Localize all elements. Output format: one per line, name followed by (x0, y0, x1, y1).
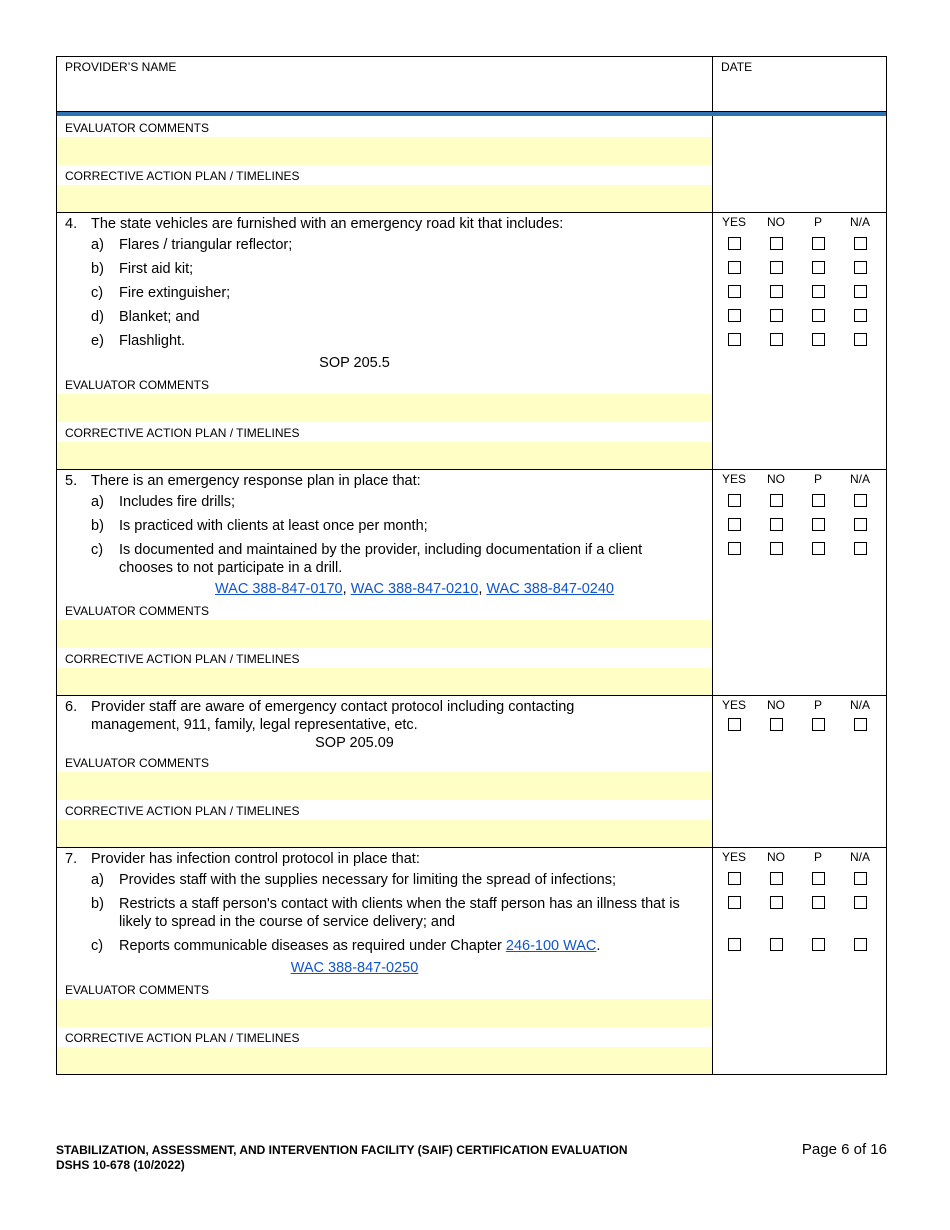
no-checkbox[interactable] (770, 718, 783, 731)
yes-checkbox[interactable] (728, 542, 741, 555)
na-checkbox[interactable] (854, 542, 867, 555)
answer-columns: YES NO P N/A (721, 698, 870, 712)
answer-row (713, 488, 886, 512)
list-item: d) Blanket; and (91, 309, 200, 325)
answer-row (713, 327, 886, 351)
na-checkbox[interactable] (854, 309, 867, 322)
section-q5 (56, 470, 887, 696)
chapter-link[interactable]: 246-100 WAC (505, 938, 597, 954)
yes-checkbox[interactable] (728, 309, 741, 322)
question-number: 6. (65, 699, 78, 715)
page-footer (56, 1143, 887, 1172)
corrective-action-label: CORRECTIVE ACTION PLAN / TIMELINES (65, 426, 300, 440)
yes-checkbox[interactable] (728, 237, 741, 250)
evaluator-comments-label: EVALUATOR COMMENTS (65, 121, 210, 135)
yes-checkbox[interactable] (728, 872, 741, 885)
answer-row (713, 866, 886, 890)
corrective-action-label: CORRECTIVE ACTION PLAN / TIMELINES (65, 652, 300, 666)
question-text: Provider has infection control protocol in place that: (91, 851, 420, 867)
na-checkbox[interactable] (854, 261, 867, 274)
partial-checkbox[interactable] (812, 542, 825, 555)
na-checkbox[interactable] (854, 237, 867, 250)
list-item: c) Reports communicable diseases as required under Chapter 246-100 WAC. (91, 938, 601, 954)
date-field[interactable] (713, 57, 886, 111)
provider-header (56, 56, 887, 112)
yes-checkbox[interactable] (728, 261, 741, 274)
answer-row (713, 303, 886, 327)
answer-row (713, 255, 886, 279)
no-checkbox[interactable] (770, 309, 783, 322)
corrective-action-field[interactable] (57, 185, 712, 212)
no-checkbox[interactable] (770, 333, 783, 346)
section-q6 (56, 696, 887, 848)
provider-name-label: PROVIDER’S NAME (65, 60, 177, 74)
evaluator-comments-field[interactable] (57, 394, 712, 422)
answer-columns: YES NO P N/A (721, 472, 870, 486)
evaluator-comments-field[interactable] (57, 999, 712, 1027)
section-q7 (56, 848, 887, 1075)
list-item: a) Provides staff with the supplies necessary for limiting the spread of infections; (91, 872, 617, 888)
na-checkbox[interactable] (854, 896, 867, 909)
question-text: The state vehicles are furnished with an emergency road kit that includes: (91, 216, 564, 232)
no-checkbox[interactable] (770, 938, 783, 951)
partial-checkbox[interactable] (812, 872, 825, 885)
na-checkbox[interactable] (854, 518, 867, 531)
corrective-action-label: CORRECTIVE ACTION PLAN / TIMELINES (65, 804, 300, 818)
corrective-action-field[interactable] (57, 668, 712, 695)
partial-checkbox[interactable] (812, 309, 825, 322)
answer-row (713, 714, 886, 734)
question-number: 5. (65, 473, 78, 489)
list-item: e) Flashlight. (91, 333, 186, 349)
partial-checkbox[interactable] (812, 518, 825, 531)
provider-name-field[interactable] (57, 57, 713, 111)
sop-reference: SOP 205.5 (319, 355, 390, 371)
no-checkbox[interactable] (770, 237, 783, 250)
partial-checkbox[interactable] (812, 261, 825, 274)
no-checkbox[interactable] (770, 896, 783, 909)
list-item: b) First aid kit; (91, 261, 194, 277)
partial-checkbox[interactable] (812, 237, 825, 250)
answer-row (713, 932, 886, 956)
evaluator-comments-label: EVALUATOR COMMENTS (65, 983, 210, 997)
corrective-action-field[interactable] (57, 1047, 712, 1074)
yes-checkbox[interactable] (728, 494, 741, 507)
form-title: STABILIZATION, ASSESSMENT, AND INTERVENTION FACILITY (SAIF) CERTIFICATION EVALUATION (56, 1143, 628, 1157)
corrective-action-field[interactable] (57, 442, 712, 469)
answer-columns: YES NO P N/A (721, 850, 870, 864)
section-prev (56, 116, 887, 213)
answer-row (713, 512, 886, 536)
form-number: DSHS 10-678 (10/2022) (56, 1158, 185, 1172)
wac-link[interactable]: WAC 388-847-0170 (215, 581, 343, 597)
list-item: b) Is practiced with clients at least once per month; (91, 518, 428, 534)
list-item: a) Includes fire drills; (91, 494, 236, 510)
no-checkbox[interactable] (770, 542, 783, 555)
partial-checkbox[interactable] (812, 938, 825, 951)
answer-row (713, 231, 886, 255)
answer-row (713, 890, 886, 914)
yes-checkbox[interactable] (728, 285, 741, 298)
page-number: Page 6 of 16 (801, 1141, 887, 1158)
na-checkbox[interactable] (854, 285, 867, 298)
na-checkbox[interactable] (854, 938, 867, 951)
evaluator-comments-field[interactable] (57, 772, 712, 800)
sop-reference: SOP 205.09 (315, 735, 394, 751)
no-checkbox[interactable] (770, 261, 783, 274)
yes-checkbox[interactable] (728, 518, 741, 531)
na-checkbox[interactable] (854, 333, 867, 346)
partial-checkbox[interactable] (812, 718, 825, 731)
wac-link[interactable]: WAC 388-847-0250 (290, 960, 419, 976)
section-q4 (56, 213, 887, 470)
evaluator-comments-label: EVALUATOR COMMENTS (65, 604, 210, 618)
partial-checkbox[interactable] (812, 333, 825, 346)
no-checkbox[interactable] (770, 285, 783, 298)
no-checkbox[interactable] (770, 872, 783, 885)
question-text: Provider staff are aware of emergency contact protocol including contacting management, 911, family, legal representative, etc. (91, 699, 575, 733)
list-item: a) Flares / triangular reflector; (91, 237, 293, 253)
wac-link[interactable]: WAC 388-847-0240 (486, 581, 614, 597)
question-text: There is an emergency response plan in place that: (91, 473, 421, 489)
question-number: 4. (65, 216, 78, 232)
list-item: c) Fire extinguisher; (91, 285, 231, 301)
corrective-action-label: CORRECTIVE ACTION PLAN / TIMELINES (65, 1031, 300, 1045)
wac-link[interactable]: WAC 388-847-0210 (350, 581, 479, 597)
na-checkbox[interactable] (854, 718, 867, 731)
partial-checkbox[interactable] (812, 494, 825, 507)
evaluator-comments-field[interactable] (57, 620, 712, 648)
answer-columns: YES NO P N/A (721, 215, 870, 229)
no-checkbox[interactable] (770, 518, 783, 531)
partial-checkbox[interactable] (812, 896, 825, 909)
evaluator-comments-field[interactable] (57, 137, 712, 165)
yes-checkbox[interactable] (728, 333, 741, 346)
answer-row (713, 536, 886, 560)
yes-checkbox[interactable] (728, 938, 741, 951)
yes-checkbox[interactable] (728, 896, 741, 909)
na-checkbox[interactable] (854, 494, 867, 507)
date-label: DATE (721, 60, 753, 74)
evaluation-form (56, 56, 887, 1075)
question-number: 7. (65, 851, 78, 867)
corrective-action-label: CORRECTIVE ACTION PLAN / TIMELINES (65, 169, 300, 183)
evaluator-comments-label: EVALUATOR COMMENTS (65, 756, 210, 770)
wac-references (57, 958, 712, 979)
evaluator-comments-label: EVALUATOR COMMENTS (65, 378, 210, 392)
list-item: b) Restricts a staff person's contact with clients when the staff person has an illness that is likely to spread in the course of service delivery; and (91, 896, 680, 930)
partial-checkbox[interactable] (812, 285, 825, 298)
wac-references: WAC 388-847-0170, WAC 388-847-0210, WAC 388-847-0240 (215, 581, 614, 597)
na-checkbox[interactable] (854, 872, 867, 885)
answer-row (713, 279, 886, 303)
corrective-action-field[interactable] (57, 820, 712, 847)
list-item: c) Is documented and maintained by the provider, including documentation if a client chooses to not participate in a drill. (91, 542, 643, 576)
yes-checkbox[interactable] (728, 718, 741, 731)
no-checkbox[interactable] (770, 494, 783, 507)
